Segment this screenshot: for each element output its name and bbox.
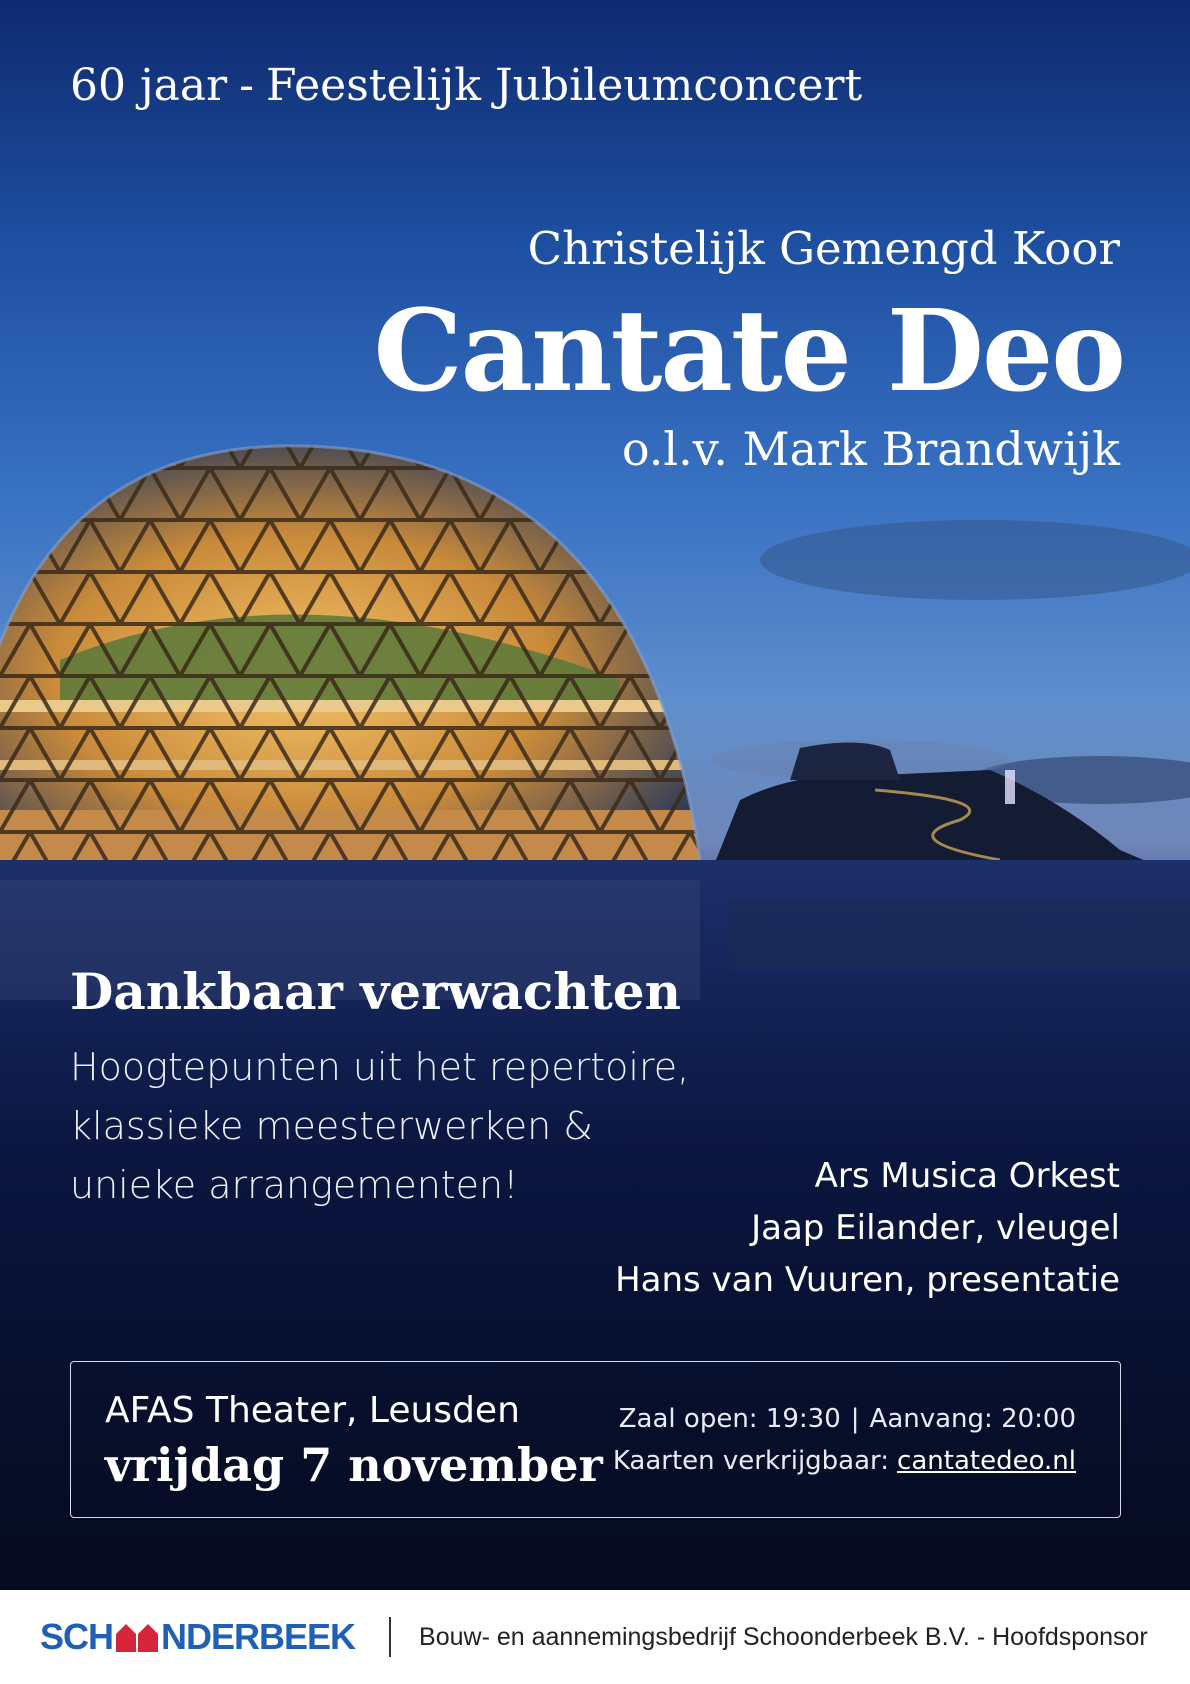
event-times — [619, 1404, 1076, 1434]
logo-suffix: NDERBEEK — [161, 1616, 356, 1657]
event-details-box — [70, 1361, 1121, 1518]
tickets-line — [613, 1446, 1076, 1476]
event-date: vrijdag 7 november — [105, 1438, 603, 1492]
anniversary-line — [70, 60, 862, 111]
performer-item: Jaap Eilander, vleugel — [751, 1208, 1120, 1248]
program-line: klassieke meesterwerken & — [70, 1104, 593, 1148]
doors-time: 19:30 — [765, 1404, 841, 1434]
double-house-logo-icon — [114, 1622, 160, 1652]
conductor-line: o.l.v. Mark Brandwijk — [621, 422, 1120, 476]
times-divider: | — [850, 1404, 860, 1434]
sponsor-logo — [40, 1616, 355, 1658]
anniversary-years: 60 jaar — [70, 60, 228, 111]
choir-subtitle: Christelijk Gemengd Koor — [527, 222, 1120, 275]
program-line: unieke arrangementen! — [70, 1163, 519, 1207]
tickets-label: Kaarten verkrijgbaar: — [612, 1446, 890, 1476]
doors-label: Zaal open: — [618, 1404, 758, 1434]
program-description — [70, 1038, 689, 1215]
venue: AFAS Theater, Leusden — [105, 1390, 520, 1431]
logo-prefix: SCH — [40, 1616, 114, 1657]
footer-divider — [389, 1617, 391, 1657]
sponsor-footer — [0, 1590, 1190, 1684]
performer-item: Hans van Vuuren, presentatie — [615, 1260, 1120, 1300]
event-name: Feestelijk Jubileumconcert — [266, 60, 863, 111]
sponsor-description: Bouw- en aannemingsbedrijf Schoonderbeek B.V. - Hoofdsponsor — [419, 1622, 1148, 1651]
performers-list — [615, 1150, 1120, 1306]
performer-item: Ars Musica Orkest — [814, 1156, 1120, 1196]
choir-name: Cantate Deo — [373, 286, 1124, 417]
start-label: Aanvang: — [869, 1404, 993, 1434]
program-line: Hoogtepunten uit het repertoire, — [70, 1045, 690, 1089]
start-time: 20:00 — [1001, 1404, 1076, 1434]
tickets-link[interactable]: cantatedeo.nl — [897, 1446, 1076, 1476]
program-title: Dankbaar verwachten — [70, 962, 681, 1021]
header-separator: - — [239, 60, 254, 111]
